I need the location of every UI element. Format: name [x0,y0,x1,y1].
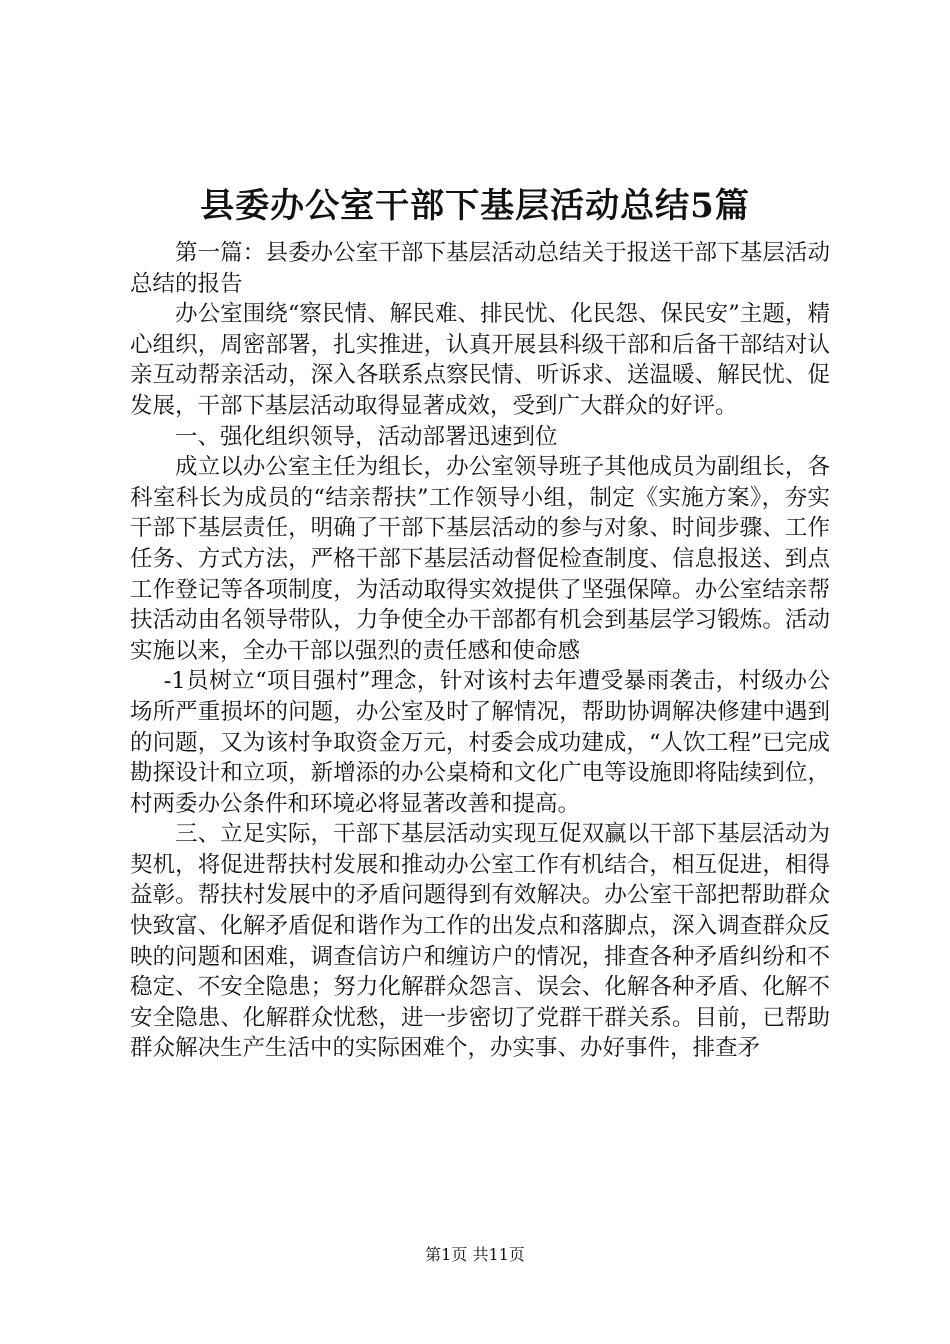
paragraph-heading: 第一篇：县委办公室干部下基层活动总结关于报送干部下基层活动总结的报告 [130,240,830,297]
paragraph-project: -1员树立“项目强村”理念，针对该村去年遭受暴雨袭击，村级办公场所严重损坏的问题，办公室及时了解情况，帮助协调解决修建中遇到的问题，又为该村争取资金万元，村委会成功建成，“人饮工程”已完成勘探设计和立项，新增添的办公桌椅和文化广电等设施即将陆续到位，村两委办公条件和环境必将显著改善和提高。 [130,668,830,817]
page-footer: 第1页 共11页 [425,1245,525,1264]
paragraph-organization: 成立以办公室主任为组长，办公室领导班子其他成员为副组长，各科室科长为成员的“结亲帮扶”工作领导小组，制定《实施方案》，夯实干部下基层责任，明确了干部下基层活动的参与对象、时间步骤、工作任务、方式方法，严格干部下基层活动督促检查制度、信息报送、到点工作登记等各项制度，为活动取得实效提供了坚强保障。办公室结亲帮扶活动由名领导带队，力争使全办干部都有机会到基层学习锻炼。活动实施以来，全办干部以强烈的责任感和使命感 [130,454,830,664]
document-body [130,238,830,1064]
paragraph-intro: 办公室围绕“察民情、解民难、排民忧、化民怨、保民安”主题，精心组织，周密部署，扎实推进，认真开展县科级干部和后备干部结对认亲互动帮亲活动，深入各联系点察民情、听诉求、送温暖、解民忧、促发展，干部下基层活动取得显著成效，受到广大群众的好评。 [130,301,830,419]
section-heading-1: 一、强化组织领导，活动部署迅速到位 [175,423,558,450]
document-title: 县委办公室干部下基层活动总结5篇 [200,186,750,226]
paragraph-section-3: 三、立足实际，干部下基层活动实现互促双赢以干部下基层活动为契机，将促进帮扶村发展和推动办公室工作有机结合，相互促进，相得益彰。帮扶村发展中的矛盾问题得到有效解决。办公室干部把帮助群众快致富、化解矛盾促和谐作为工作的出发点和落脚点，深入调查群众反映的问题和困难，调查信访户和缠访户的情况，排查各种矛盾纠纷和不稳定、不安全隐患；努力化解群众怨言、误会、化解各种矛盾、化解不安全隐患、化解群众忧愁，进一步密切了党群干群关系。目前，已帮助群众解决生产生活中的实际困难个，办实事、办好事件，排查矛 [130,821,830,1062]
